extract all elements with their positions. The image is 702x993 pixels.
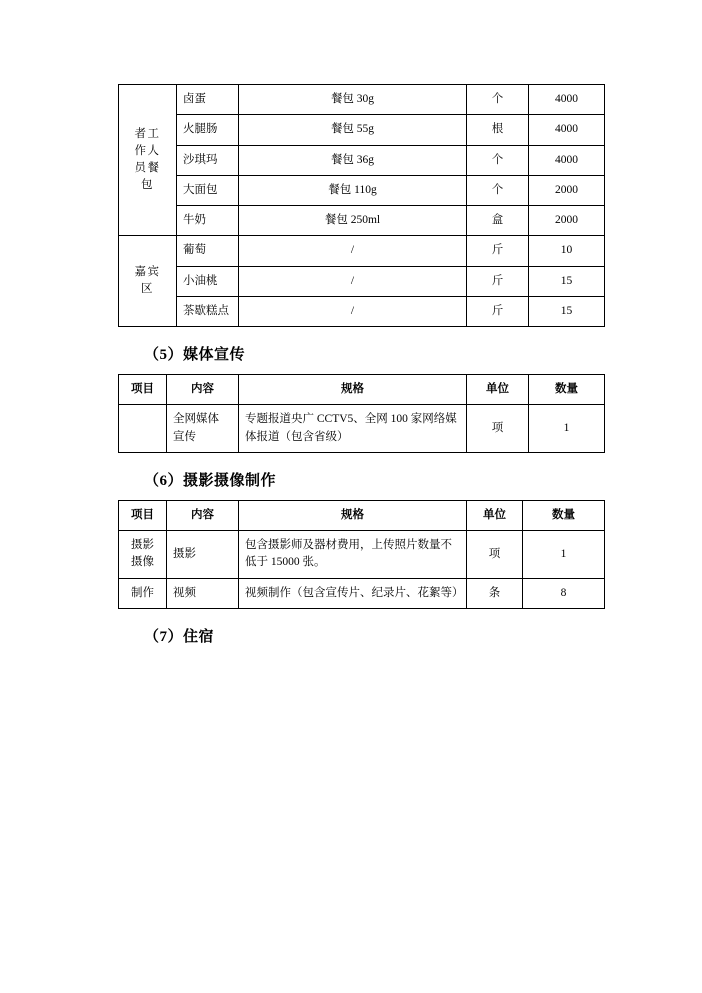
column-header-spec: 规格	[239, 375, 467, 405]
meal-packages-table-wrap	[118, 84, 604, 327]
spec-line: 专题报道央广 CCTV5、全网 100 家网络媒	[245, 413, 457, 426]
item-unit: 盒	[467, 206, 529, 236]
item-spec: /	[239, 236, 467, 266]
item-qty: 15	[529, 266, 605, 296]
column-header-project: 项目	[119, 500, 167, 530]
column-header-content: 内容	[167, 375, 239, 405]
item-spec: 餐包 110g	[239, 175, 467, 205]
item-name: 牛奶	[177, 206, 239, 236]
column-header-spec: 规格	[239, 500, 467, 530]
row-group-label	[119, 236, 177, 327]
item-name: 葡萄	[177, 236, 239, 266]
table-row	[119, 206, 605, 236]
item-qty: 4000	[529, 85, 605, 115]
table-row	[119, 405, 605, 453]
row-content: 摄影	[167, 531, 239, 579]
item-spec: /	[239, 296, 467, 326]
item-spec: 餐包 36g	[239, 145, 467, 175]
table-row	[119, 296, 605, 326]
column-header-content: 内容	[167, 500, 239, 530]
item-qty: 2000	[529, 175, 605, 205]
column-header-qty: 数量	[523, 500, 605, 530]
table-row	[119, 531, 605, 579]
media-promotion-table-wrap	[118, 374, 604, 453]
table-row	[119, 145, 605, 175]
table-header-row	[119, 500, 605, 530]
row-group-label	[119, 85, 177, 236]
item-name: 火腿肠	[177, 115, 239, 145]
row-spec	[239, 405, 467, 453]
media-promotion-table	[118, 374, 605, 453]
item-unit: 斤	[467, 236, 529, 266]
section-title-media-promotion: （5）媒体宣传	[144, 347, 246, 363]
row-content	[167, 405, 239, 453]
item-qty: 4000	[529, 115, 605, 145]
project-line: 摄像	[131, 556, 154, 569]
spec-line: 包含摄影师及器材费用，上传照片数量不	[245, 539, 452, 551]
item-spec: 餐包 30g	[239, 85, 467, 115]
item-name: 小油桃	[177, 266, 239, 296]
spec-line: 体报道（包含省级）	[245, 430, 349, 443]
row-content: 视频	[167, 578, 239, 608]
item-name: 茶歇糕点	[177, 296, 239, 326]
table-row	[119, 115, 605, 145]
photo-video-table	[118, 500, 605, 609]
item-spec: /	[239, 266, 467, 296]
group-line: 员餐	[134, 162, 161, 175]
spec-line: 低于 15000 张。	[245, 556, 326, 569]
row-unit: 项	[467, 405, 529, 453]
item-spec: 餐包 55g	[239, 115, 467, 145]
table-row	[119, 266, 605, 296]
row-spec	[239, 531, 467, 579]
content-line: 宣传	[173, 430, 196, 443]
item-unit: 个	[467, 145, 529, 175]
column-header-unit: 单位	[467, 375, 529, 405]
project-line: 制作	[131, 586, 154, 599]
item-unit: 个	[467, 85, 529, 115]
section-title-accommodation: （7）住宿	[144, 628, 215, 645]
item-qty: 15	[529, 296, 605, 326]
table-row	[119, 85, 605, 115]
table-row	[119, 236, 605, 266]
item-name: 大面包	[177, 175, 239, 205]
group-line: 嘉宾	[134, 265, 161, 278]
row-qty: 8	[523, 578, 605, 608]
meal-packages-table	[118, 84, 605, 327]
group-line: 者工	[134, 127, 161, 140]
row-project	[119, 405, 167, 453]
item-name: 卤蛋	[177, 85, 239, 115]
row-qty: 1	[529, 405, 605, 453]
row-project	[119, 531, 167, 579]
table-row	[119, 175, 605, 205]
group-line: 包	[141, 179, 154, 192]
row-spec	[239, 578, 467, 608]
column-header-qty: 数量	[529, 375, 605, 405]
item-qty: 10	[529, 236, 605, 266]
item-name: 沙琪玛	[177, 145, 239, 175]
table-row	[119, 578, 605, 608]
spec-line: 视频制作（包含宣传片、纪录片、花絮等）	[245, 586, 464, 599]
photo-video-table-wrap	[118, 500, 604, 609]
project-line: 摄影	[131, 539, 154, 551]
group-line: 区	[141, 283, 154, 296]
section-title-photo-video-production: （6）摄影摄像制作	[144, 472, 277, 489]
column-header-unit: 单位	[467, 500, 523, 530]
item-unit: 斤	[467, 296, 529, 326]
item-unit: 个	[467, 175, 529, 205]
item-qty: 4000	[529, 145, 605, 175]
table-header-row	[119, 375, 605, 405]
item-unit: 斤	[467, 266, 529, 296]
row-project	[119, 578, 167, 608]
item-unit: 根	[467, 115, 529, 145]
item-qty: 2000	[529, 206, 605, 236]
row-qty: 1	[523, 531, 605, 579]
row-unit: 项	[467, 531, 523, 579]
column-header-project: 项目	[119, 375, 167, 405]
row-unit: 条	[467, 578, 523, 608]
group-line: 作人	[134, 144, 161, 157]
content-line: 全网媒体	[173, 413, 219, 426]
item-spec: 餐包 250ml	[239, 206, 467, 236]
